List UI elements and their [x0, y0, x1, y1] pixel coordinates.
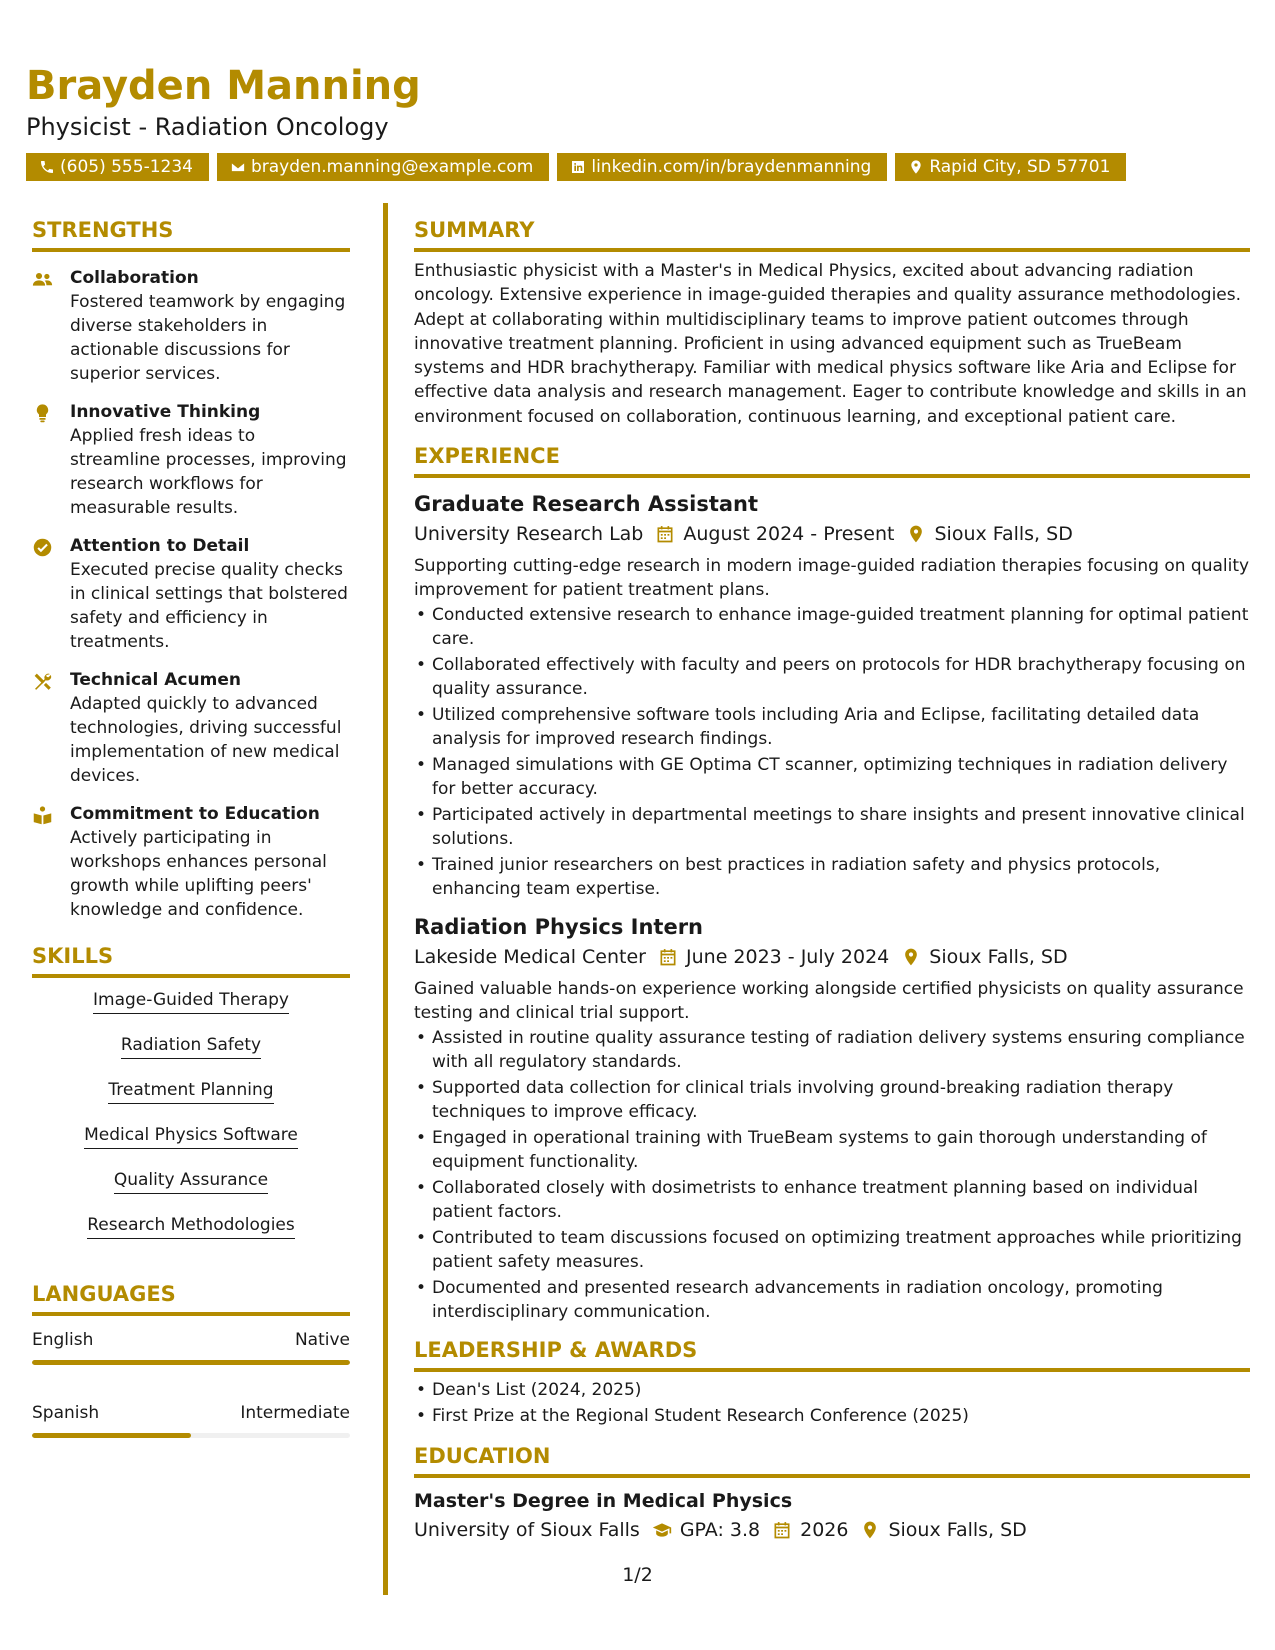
award-item: • Dean's List (2024, 2025): [432, 1378, 1250, 1402]
skills-list: [32, 988, 350, 1258]
map-marker-icon: [860, 1520, 880, 1540]
right-column: [414, 216, 1250, 1544]
strength-item: [32, 802, 350, 922]
bullet-item: • Documented and presented research advancements in radiation oncology, promoting interdisciplinary communication.: [432, 1276, 1250, 1324]
language-item: [32, 1401, 350, 1438]
awards-list: [414, 1378, 1250, 1428]
strength-description: Adapted quickly to advanced technologies, driving successful implementation of new medical devices.: [70, 694, 342, 786]
job-title: Graduate Research Assistant: [414, 492, 759, 517]
reader-icon: [32, 802, 70, 922]
job-org: Lakeside Medical Center: [414, 946, 646, 969]
check-circle-icon: [32, 534, 70, 654]
strength-title: Collaboration: [70, 268, 199, 288]
awards-heading: LEADERSHIP & AWARDS: [414, 1336, 1250, 1372]
job-bullets: [414, 1026, 1250, 1324]
strength-description: Fostered teamwork by engaging diverse stakeholders in actionable discussions for superior services.: [70, 292, 346, 384]
job-dates: August 2024 - Present: [683, 523, 895, 546]
page-indicator: 1/2: [622, 1564, 653, 1586]
skill-item: Medical Physics Software: [84, 1123, 298, 1149]
strength-title: Technical Acumen: [70, 670, 241, 690]
strength-item: [32, 400, 350, 520]
experience-heading: EXPERIENCE: [414, 442, 1250, 478]
lightbulb-icon: [32, 400, 70, 520]
strength-title: Attention to Detail: [70, 536, 250, 556]
email-chip[interactable]: [217, 153, 549, 181]
school-name: University of Sioux Falls: [414, 1519, 640, 1542]
summary-text: Enthusiastic physicist with a Master's in Medical Physics, excited about advancing radiation oncology. Extensive experience in image-guided therapies and quality assurance methodologies. Adept at collaborating within multidisciplinary teams to improve patient outcomes through innovative treatment planning. Proficient in using advanced equipment such as TrueBeam systems and HDR brachytherapy. Familiar with medical physics software like Aria and Eclipse for effective data analysis and research management. Eager to contribute knowledge and skills in an environment focused on collaboration, continuous learning, and exceptional patient care.: [414, 261, 1247, 427]
language-name: English: [32, 1330, 94, 1350]
job-org: University Research Lab: [414, 523, 644, 546]
map-marker-icon: [906, 524, 926, 544]
strength-title: Commitment to Education: [70, 804, 320, 824]
languages-list: [32, 1328, 350, 1438]
calendar-icon: [772, 1520, 792, 1540]
bullet-item: • Contributed to team discussions focused on optimizing treatment approaches while prioritizing patient safety measures.: [432, 1226, 1250, 1274]
job-title: Radiation Physics Intern: [414, 915, 704, 940]
tools-icon: [32, 668, 70, 788]
candidate-name: Brayden Manning: [26, 63, 421, 109]
skill-item: Research Methodologies: [87, 1213, 295, 1239]
skill-item: Radiation Safety: [121, 1033, 261, 1059]
strength-item: [32, 668, 350, 788]
bullet-item: • Utilized comprehensive software tools including Aria and Eclipse, facilitating detailed data analysis for improved research findings.: [432, 703, 1250, 751]
language-bar-fill: [32, 1433, 191, 1438]
linkedin-chip[interactable]: [557, 153, 887, 181]
bullet-item: • Participated actively in departmental meetings to share insights and present innovative clinical solutions.: [432, 803, 1250, 851]
graduation-cap-icon: [652, 1520, 672, 1540]
skill-item: Treatment Planning: [108, 1078, 273, 1104]
bullet-item: • Collaborated closely with dosimetrists to enhance treatment planning based on individual patient factors.: [432, 1176, 1250, 1224]
location-chip: [895, 153, 1126, 181]
gpa: GPA: 3.8: [679, 1519, 761, 1542]
strengths-heading: STRENGTHS: [32, 216, 350, 252]
bullet-item: • Conducted extensive research to enhance image-guided treatment planning for optimal patient care.: [432, 603, 1250, 651]
phone-chip[interactable]: [26, 153, 209, 181]
left-column: [32, 216, 350, 1474]
strength-description: Applied fresh ideas to streamline processes, improving research workflows for measurable results.: [70, 426, 347, 518]
map-marker-icon: [901, 947, 921, 967]
summary-heading: SUMMARY: [414, 216, 1250, 252]
school-location: Sioux Falls, SD: [888, 1519, 1027, 1542]
job-dates: June 2023 - July 2024: [686, 946, 890, 969]
degree-title: Master's Degree in Medical Physics: [414, 1490, 793, 1513]
job-entry: [414, 490, 1250, 901]
resume-header: [26, 62, 1251, 142]
skills-heading: SKILLS: [32, 942, 350, 978]
calendar-icon: [655, 524, 675, 544]
job-description: Supporting cutting-edge research in modern image-guided radiation therapies focusing on quality improvement for patient treatment plans.: [414, 556, 1250, 601]
phone-text: (605) 555-1234: [60, 157, 193, 177]
skill-item: Image-Guided Therapy: [93, 988, 289, 1014]
language-bar: [32, 1433, 350, 1438]
job-bullets: [414, 603, 1250, 901]
job-entry: [414, 913, 1250, 1324]
skill-item: Quality Assurance: [114, 1168, 268, 1194]
strength-item: [32, 266, 350, 386]
column-divider: [383, 203, 388, 1595]
phone-icon: [38, 158, 56, 176]
job-location: Sioux Falls, SD: [934, 523, 1073, 546]
strength-description: Executed precise quality checks in clinical settings that bolstered safety and efficiency in treatments.: [70, 560, 348, 652]
language-item: [32, 1328, 350, 1365]
bullet-item: • Trained junior researchers on best practices in radiation safety and physics protocols, enhancing team expertise.: [432, 853, 1250, 901]
location-text: Rapid City, SD 57701: [929, 157, 1111, 177]
language-level: Intermediate: [240, 1403, 350, 1423]
calendar-icon: [658, 947, 678, 967]
strength-title: Innovative Thinking: [70, 402, 261, 422]
bullet-item: • Engaged in operational training with TrueBeam systems to gain thorough understanding of equipment functionality.: [432, 1126, 1250, 1174]
linkedin-icon: [569, 158, 587, 176]
envelope-icon: [229, 158, 247, 176]
linkedin-text: linkedin.com/in/braydenmanning: [591, 157, 872, 177]
language-name: Spanish: [32, 1403, 100, 1423]
job-location: Sioux Falls, SD: [929, 946, 1068, 969]
graduation-year: 2026: [800, 1519, 849, 1542]
bullet-item: • Supported data collection for clinical trials involving ground-breaking radiation therapy techniques to improve efficacy.: [432, 1076, 1250, 1124]
bullet-item: • Assisted in routine quality assurance testing of radiation delivery systems ensuring compliance with all regulatory standards.: [432, 1026, 1250, 1074]
strength-description: Actively participating in workshops enhances personal growth while uplifting peers' knowledge and confidence.: [70, 828, 327, 920]
users-icon: [32, 266, 70, 386]
job-description: Gained valuable hands-on experience working alongside certified physicists on quality assurance testing and clinical trial support.: [414, 979, 1244, 1024]
job-meta: [414, 520, 1250, 548]
bullet-item: • Collaborated effectively with faculty and peers on protocols for HDR brachytherapy focusing on quality assurance.: [432, 653, 1250, 701]
award-item: • First Prize at the Regional Student Research Conference (2025): [432, 1404, 1250, 1428]
languages-heading: LANGUAGES: [32, 1280, 350, 1316]
contact-bar: [26, 153, 1126, 181]
bullet-item: • Managed simulations with GE Optima CT scanner, optimizing techniques in radiation delivery for better accuracy.: [432, 753, 1250, 801]
language-bar: [32, 1360, 350, 1365]
language-bar-fill: [32, 1360, 350, 1365]
strength-item: [32, 534, 350, 654]
candidate-role: Physicist - Radiation Oncology: [26, 113, 389, 141]
map-marker-icon: [907, 158, 925, 176]
job-meta: [414, 943, 1250, 971]
language-level: Native: [294, 1330, 350, 1350]
email-text: brayden.manning@example.com: [250, 157, 534, 177]
education-meta: [414, 1516, 1250, 1544]
education-heading: EDUCATION: [414, 1442, 1250, 1478]
